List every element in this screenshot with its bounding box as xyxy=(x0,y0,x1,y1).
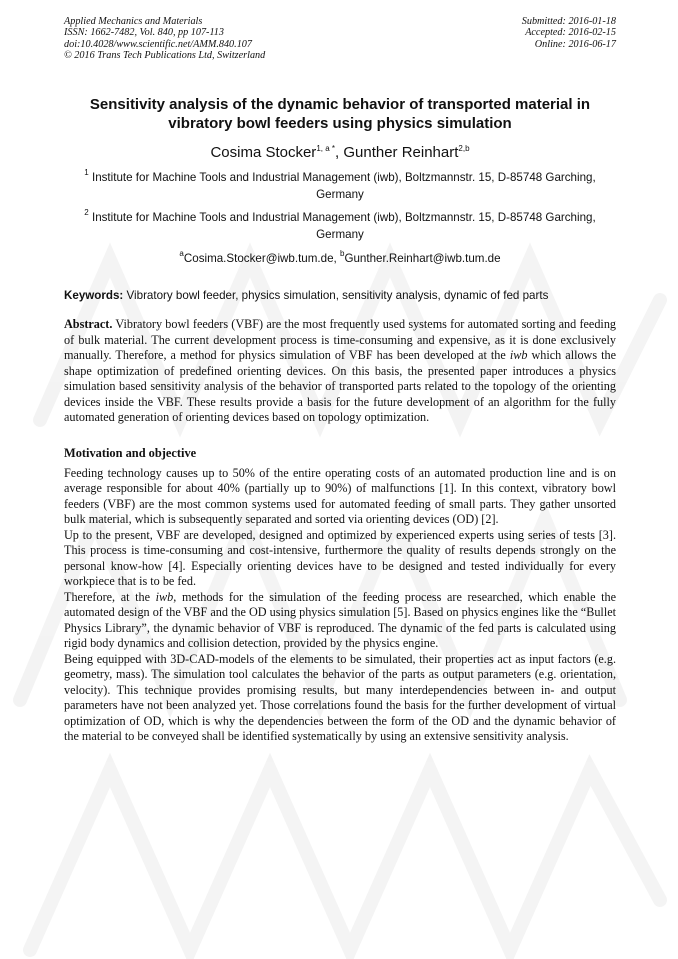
paper-title: Sensitivity analysis of the dynamic behavior of transported material in vibratory bowl feeders using physics simulation xyxy=(89,96,591,132)
affiliation-marker: 1 xyxy=(84,168,89,177)
affiliation-marker: 2 xyxy=(84,208,89,217)
author-separator: , xyxy=(335,144,344,161)
journal-name: Applied Mechanics and Materials xyxy=(64,16,203,27)
email-marker: b xyxy=(339,249,345,258)
author-affiliation-marker: 1, a * xyxy=(316,144,335,153)
journal-header xyxy=(64,16,616,68)
body-paragraph: Up to the present, VBF are developed, designed and optimized by experienced experts using series of tests [3]. This process is time-consuming and cost-intensive, furthermore the quality of results depends strongly on the personal know-how [4]. Especially orienting devices have to be designed and tested individually for every workpiece that is to be fed. xyxy=(64,527,616,588)
keywords-text: Vibratory bowl feeder, physics simulation, sensitivity analysis, dynamic of fed parts xyxy=(126,289,549,302)
author-list xyxy=(64,144,616,162)
keywords-label: Keywords: xyxy=(64,289,124,302)
abstract-label: Abstract. xyxy=(64,317,113,331)
abstract-italic-term: iwb xyxy=(509,348,528,362)
accepted-date: Accepted: 2016-02-15 xyxy=(525,27,616,39)
abstract-text: Vibratory bowl feeders (VBF) are the most frequently used systems for automated sorting and feeding of bulk material. The current development process is time-consuming and expensive, as it is done exclusively manually. Therefore, a method for physics simulation of VBF has been developed at the xyxy=(64,317,617,362)
journal-info xyxy=(64,16,265,62)
email-link[interactable]: Gunther.Reinhart@iwb.tum.de xyxy=(344,252,501,265)
body-text: Therefore, at the xyxy=(64,589,151,604)
body-paragraph: Feeding technology causes up to 50% of the entire operating costs of an automated production line and is on average responsible for about 40% (partially up to 90%) of malfunctions [1]. In this context, vibratory bowl feeders (VBF) are the most common systems used for automated feeding of small parts. They gather unsorted bulk material, which is subsequently separated and sorted via orienting devices (OD) [2]. xyxy=(64,465,616,526)
affiliation xyxy=(64,170,616,203)
email-link[interactable]: Cosima.Stocker@iwb.tum.de xyxy=(183,252,334,265)
body-paragraph xyxy=(64,590,616,652)
email-marker: a xyxy=(179,249,184,258)
body-italic-term: iwb xyxy=(155,589,174,604)
section-heading: Motivation and objective xyxy=(64,445,197,460)
body-paragraph: Being equipped with 3D-CAD-models of the elements to be simulated, their properties act as input factors (e.g. geometry, mass). The simulation tool calculates the behavior of the parts as output parameters (e.g. orientation, velocity). This technique provides promising results, but many interdependencies between in- and output parameters have not been analyzed yet. Those correlations found the basis for the further development of virtual optimization of OD, which is why the dependencies between the form of the OD and the dynamic behavior of the material to be conveyed shall be identified systematically by using an extensive sensitivity analysis. xyxy=(64,651,616,743)
keywords xyxy=(64,288,616,304)
body-text: , methods for the simulation of the feeding process are researched, which enable the automated design of the VBF and the OD using physics simulation [5]. Based on physics engines like the “Bullet Physics Library”, the dynamic behavior of VBF is reproduced. The dynamic of the fed parts is calculated using rigid body dynamics and collision detection, provided by the physics engine. xyxy=(64,589,616,650)
author-name: Gunther Reinhart xyxy=(343,144,459,161)
author-name: Cosima Stocker xyxy=(210,144,317,161)
journal-issn: ISSN: 1662-7482, Vol. 840, pp 107-113 xyxy=(64,27,224,39)
paper-page xyxy=(64,16,616,745)
submission-dates xyxy=(522,16,616,50)
journal-copyright: © 2016 Trans Tech Publications Ltd, Switzerland xyxy=(64,50,266,62)
affiliation-text: Institute for Machine Tools and Industrial Management (iwb), Boltzmannstr. 15, D-85748 Garching, Germany xyxy=(91,171,596,201)
affiliation xyxy=(64,210,616,243)
author-affiliation-marker: 2,b xyxy=(458,144,470,153)
journal-doi: doi:10.4028/www.scientific.net/AMM.840.107 xyxy=(64,38,252,50)
affiliation-text: Institute for Machine Tools and Industrial Management (iwb), Boltzmannstr. 15, D-85748 Garching, Germany xyxy=(91,211,596,241)
author-emails xyxy=(64,251,616,267)
online-date: Online: 2016-06-17 xyxy=(534,38,616,50)
abstract xyxy=(64,317,616,426)
submitted-date: Submitted: 2016-01-18 xyxy=(521,16,616,27)
abstract-text: which allows the shape optimization of predefined orienting devices. On this basis, the presented paper introduces a physics simulation based sensitivity analysis of the behavior of transported parts related to the topology of the orienting devices inside the VBF. These results provide a basis for the future development of an algorithm for the fully automated generation of orienting devices based on topology optimization. xyxy=(64,348,617,424)
email-separator: , xyxy=(333,252,340,265)
